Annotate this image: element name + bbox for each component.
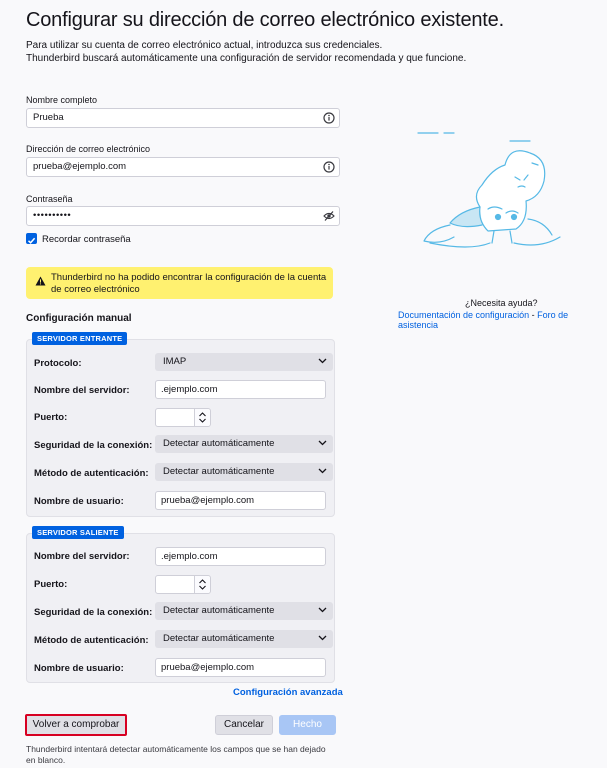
chevron-down-icon bbox=[318, 358, 327, 364]
name-label: Nombre completo bbox=[26, 95, 98, 105]
outgoing-server-label: Nombre del servidor: bbox=[34, 551, 130, 562]
outgoing-server-panel bbox=[26, 528, 335, 683]
incoming-protocol-select[interactable] bbox=[155, 353, 333, 371]
intro-line-2: Thunderbird buscará automáticamente una configuración de servidor recomendada y que funcione. bbox=[26, 53, 467, 64]
thunderbird-mascot-illustration bbox=[410, 125, 570, 260]
outgoing-server-tag: SERVIDOR SALIENTE bbox=[32, 526, 124, 539]
intro-line-1: Para utilizar su cuenta de correo electrónico actual, introduzca sus credenciales. bbox=[26, 40, 383, 51]
incoming-port-input[interactable] bbox=[155, 408, 211, 427]
incoming-server-tag: SERVIDOR ENTRANTE bbox=[32, 332, 127, 345]
email-field[interactable] bbox=[26, 157, 340, 177]
outgoing-port-label: Puerto: bbox=[34, 579, 68, 590]
password-label: Contraseña bbox=[26, 194, 73, 204]
outgoing-auth-select[interactable] bbox=[155, 630, 333, 648]
incoming-security-select[interactable] bbox=[155, 435, 333, 453]
incoming-auth-select[interactable] bbox=[155, 463, 333, 481]
retest-button[interactable]: Volver a comprobar bbox=[25, 714, 127, 736]
incoming-protocol-value: IMAP bbox=[163, 356, 187, 367]
outgoing-port-stepper[interactable] bbox=[194, 576, 210, 593]
incoming-port-stepper[interactable] bbox=[194, 409, 210, 426]
incoming-user-label: Nombre de usuario: bbox=[34, 496, 124, 507]
password-value: •••••••••• bbox=[33, 210, 72, 221]
incoming-port-label: Puerto: bbox=[34, 412, 68, 423]
chevron-down-icon bbox=[318, 440, 327, 446]
outgoing-security-select[interactable] bbox=[155, 602, 333, 620]
intro-text bbox=[26, 39, 466, 65]
warning-text: Thunderbird no ha podido encontrar la configuración de la cuenta de correo electrónico bbox=[51, 272, 327, 295]
footnote-line-2: en blanco. bbox=[26, 755, 66, 765]
help-links bbox=[398, 310, 607, 330]
incoming-server-label: Nombre del servidor: bbox=[34, 385, 130, 396]
incoming-server-input[interactable] bbox=[155, 380, 326, 399]
outgoing-auth-value: Detectar automáticamente bbox=[163, 633, 275, 644]
password-field[interactable] bbox=[26, 206, 340, 226]
help-question: ¿Necesita ayuda? bbox=[465, 298, 538, 308]
info-icon[interactable] bbox=[323, 112, 335, 124]
docs-link[interactable]: Documentación de configuración bbox=[398, 310, 530, 320]
incoming-security-value: Detectar automáticamente bbox=[163, 438, 275, 449]
footnote bbox=[26, 744, 326, 766]
chevron-down-icon bbox=[318, 468, 327, 474]
info-icon[interactable] bbox=[323, 161, 335, 173]
cancel-button[interactable]: Cancelar bbox=[215, 715, 273, 735]
stepper-arrows-icon bbox=[195, 576, 210, 593]
forum-link[interactable]: Foro de asistencia bbox=[398, 310, 569, 330]
outgoing-user-input[interactable] bbox=[155, 658, 326, 677]
incoming-server-panel bbox=[26, 334, 335, 517]
email-value: prueba@ejemplo.com bbox=[33, 161, 127, 172]
name-value: Prueba bbox=[33, 112, 64, 123]
email-label: Dirección de correo electrónico bbox=[26, 144, 151, 154]
check-icon bbox=[26, 235, 37, 246]
manual-config-title: Configuración manual bbox=[26, 313, 132, 324]
name-field[interactable] bbox=[26, 108, 340, 128]
outgoing-security-value: Detectar automáticamente bbox=[163, 605, 275, 616]
done-button[interactable]: Hecho bbox=[279, 715, 336, 735]
page-title: Configurar su dirección de correo electrónico existente. bbox=[26, 9, 504, 31]
remember-password-label[interactable]: Recordar contraseña bbox=[42, 234, 131, 245]
advanced-config-link[interactable]: Configuración avanzada bbox=[233, 687, 343, 698]
outgoing-port-input[interactable] bbox=[155, 575, 211, 594]
remember-password-checkbox[interactable] bbox=[26, 233, 37, 244]
chevron-down-icon bbox=[318, 607, 327, 613]
outgoing-server-value: .ejemplo.com bbox=[161, 551, 218, 562]
stepper-arrows-icon bbox=[195, 409, 210, 426]
chevron-down-icon bbox=[318, 635, 327, 641]
outgoing-server-input[interactable] bbox=[155, 547, 326, 566]
outgoing-auth-label: Método de autenticación: bbox=[34, 635, 149, 646]
outgoing-security-label: Seguridad de la conexión: bbox=[34, 607, 153, 618]
incoming-server-value: .ejemplo.com bbox=[161, 384, 218, 395]
incoming-auth-value: Detectar automáticamente bbox=[163, 466, 275, 477]
outgoing-user-value: prueba@ejemplo.com bbox=[161, 662, 255, 673]
warning-icon bbox=[35, 276, 46, 286]
incoming-auth-label: Método de autenticación: bbox=[34, 468, 149, 479]
eye-slash-icon[interactable] bbox=[323, 210, 335, 222]
outgoing-user-label: Nombre de usuario: bbox=[34, 663, 124, 674]
help-separator: - bbox=[529, 310, 538, 320]
warning-notification bbox=[26, 267, 333, 299]
incoming-user-value: prueba@ejemplo.com bbox=[161, 495, 255, 506]
incoming-user-input[interactable] bbox=[155, 491, 326, 510]
footnote-line-1: Thunderbird intentará detectar automáticamente los campos que se han dejado bbox=[26, 744, 326, 754]
incoming-protocol-label: Protocolo: bbox=[34, 358, 82, 369]
incoming-security-label: Seguridad de la conexión: bbox=[34, 440, 153, 451]
